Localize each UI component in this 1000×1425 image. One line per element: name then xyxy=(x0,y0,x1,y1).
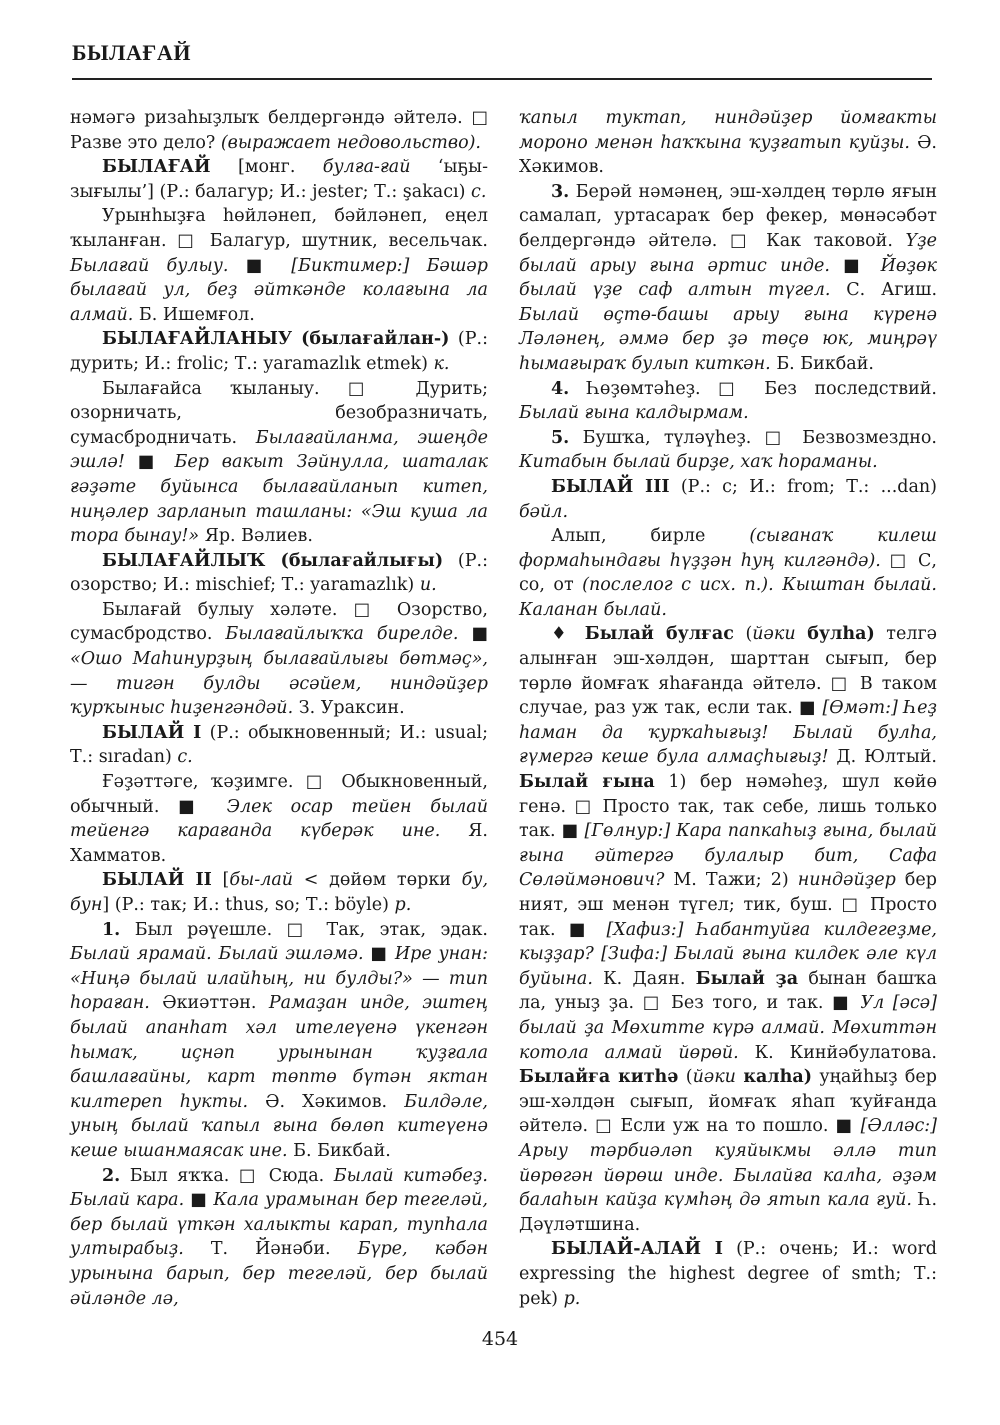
italic-text: Йөҙөк былай үҙе саф алтын түгел. xyxy=(519,255,937,301)
text-run: Былағайса ҡыланыу. □ Дурить; озорничать, безобразничать, сумасбродничать. xyxy=(70,378,488,448)
dictionary-paragraph xyxy=(70,868,488,917)
text-run: Алып, бирле xyxy=(551,526,750,547)
page-number: 454 xyxy=(481,1328,519,1350)
text-run: ■ xyxy=(184,1190,214,1211)
text-run: бынан башҡа ла, уныҙ ҙа. □ Без того, и так. ■ xyxy=(519,968,937,1014)
dictionary-paragraph xyxy=(70,770,488,868)
text-run: Б. Бикбай. xyxy=(770,353,874,374)
text-run: ■ xyxy=(124,452,175,473)
italic-text: к. xyxy=(433,353,450,374)
text-run: Д. Юлтый. xyxy=(828,747,937,768)
italic-text: «Ошо Маһинурҙың былағайлығы бөтмәҫ», — тигән булды әсәйем, ниндәйҙер ҡурҡыныс һиҙенгәндәй. xyxy=(70,649,488,719)
headword: 3. xyxy=(551,181,570,202)
italic-text: Ул [әсә] былай ҙа Мөхитте күрә алмай. Мөхиттән котола алмай йөрөй. xyxy=(519,993,937,1063)
headword: БЫЛАҒАЙЛАНЫУ (былағайлан-) xyxy=(102,329,450,350)
text-run: ‘ыҕы-зығылы’] (Р.: балагур; И.: jester; Т.: şakacı) xyxy=(70,157,489,202)
italic-text: Рамаҙан инде, эштең былай апанһат хәл ителеүенә үкенгән һымаҡ, иҫнәп урынынан ҡуҙғала башлағайны, карт төптө бүтән яктан килтереп һукты. xyxy=(70,993,488,1112)
headword: 2. xyxy=(102,1165,121,1186)
right-column xyxy=(519,106,937,1311)
dictionary-paragraph xyxy=(70,377,488,549)
text-run: Был яҡҡа. □ Сюда. xyxy=(120,1165,334,1186)
italic-text: Бер вакыт Зәйнулла, шаталак ғәҙәте буйынса былағайланып китеп, ниңәлер зарланып ташланы: «Эш куша ла тора бынау!» xyxy=(70,452,488,547)
text-run: Т. Йәнәби. xyxy=(183,1239,358,1260)
italic-text: бәйл. xyxy=(519,501,569,522)
text-run: (Р.: с; И.: from; Т.: ...dan) xyxy=(669,476,937,497)
text-run: ■ xyxy=(458,624,488,645)
headword: 4. xyxy=(551,378,570,399)
headword: БЫЛАЙ II xyxy=(102,870,212,891)
dictionary-paragraph xyxy=(70,1164,488,1312)
italic-text: Былай ярамай. Былай эшләмә. xyxy=(70,944,364,965)
italic-text: (сығанаҡ килеш формаһындағы һүҙҙән һуң килгәндә). xyxy=(519,526,938,571)
text-run: Урынһыҙға һөйләнеп, бәйләнеп, еңел ҡыланған. □ Балагур, шутник, весельчак. xyxy=(70,206,488,251)
text-run: ( xyxy=(733,624,753,645)
italic-text: Бүре, кәбән урынына барып, бер тегеләй, бер былай әйләнде лә, xyxy=(70,1239,488,1309)
text-run: Ғәҙәттәге, ҡәҙимге. □ Обыкновенный, обычный. ■ xyxy=(70,772,488,817)
text-run: Былағай булыу хәләте. □ Озорство, сумасбродство. xyxy=(70,599,488,645)
text-run: ] (Р.: так; И.: thus, so; Т.: böyle) xyxy=(102,895,395,915)
text-run: уңайһыҙ бер эш-хәлдән сығып, йомғаҡ яһап ҡуйғанда әйтелә. □ Если уж на то пошло. ■ xyxy=(519,1067,937,1137)
text-run: С. Агиш. xyxy=(830,280,938,301)
italic-text: Былай өҫтө-башы арыу ғына күренә Ләләнең, әммә бер ҙә төҫө юк, миңрәү һымағыраҡ булып киткән. xyxy=(519,304,937,374)
dictionary-paragraph xyxy=(519,475,937,524)
italic-text: Былағайланма, эшеңде эшлә! xyxy=(70,427,488,473)
text-run: нәмәгә ризаһыҙлыҡ белдергәндә әйтелә. □ Разве это дело? xyxy=(70,108,488,153)
italic-text: с. xyxy=(177,747,193,768)
dictionary-paragraph xyxy=(70,155,488,204)
text-run: М. Тажи; 2) xyxy=(664,870,798,891)
text-run: (Р.: обыкновенный; И.: usual; Т.: sıradan) xyxy=(70,722,488,768)
dictionary-paragraph xyxy=(70,918,488,1164)
italic-text: Кала урамынан бер тегеләй, бер былай үткән халыкты карап, тупһала ултырабыҙ. xyxy=(70,1190,488,1260)
text-run: З. Ураксин. xyxy=(293,698,405,719)
dictionary-paragraph xyxy=(519,426,937,475)
italic-text: р. xyxy=(394,895,412,915)
headword: ♦ Былай булғас xyxy=(551,624,734,645)
text-run: Был рәүешле. □ Так, этак, эдак. xyxy=(120,919,488,940)
text-run: Ә. Хәкимов. xyxy=(519,132,937,178)
text-run: Әкиәттән. xyxy=(149,993,269,1014)
text-run: Һөҙөмтәһеҙ. □ Без последствий. xyxy=(569,378,937,399)
italic-text: Былай китәбеҙ. Былай кара. xyxy=(70,1165,489,1211)
text-run: Ә. Хәкимов. xyxy=(248,1091,405,1112)
text-run: < дөйөм төрки xyxy=(293,870,462,891)
header-rule xyxy=(72,78,932,80)
text-run: Бушҡа, түләүһеҙ. □ Безвозмездно. xyxy=(569,427,937,448)
dictionary-paragraph xyxy=(519,180,937,377)
text-run: ■ xyxy=(228,255,292,276)
headword: БЫЛАҒАЙ xyxy=(102,157,211,178)
text-run: Б. Бикбай. xyxy=(287,1140,391,1161)
text-run: Һ. Дәүләтшина. xyxy=(519,1190,938,1235)
text-run: ■ xyxy=(829,255,881,276)
italic-text: Үҙе былай арыу ғына әртис инде. xyxy=(519,230,937,276)
italic-text: (выражает недовольство). xyxy=(220,132,481,153)
italic-text: йәки xyxy=(752,624,796,645)
dictionary-paragraph xyxy=(519,524,937,622)
headword: Былай ҙа xyxy=(695,968,799,989)
italic-text: [Өмәт:] Һеҙ һаман да ҡурҡаһығыҙ! Былай булһа, ғүмергә кеше була алмаҫһығыҙ! xyxy=(519,698,938,768)
dictionary-paragraph xyxy=(519,1237,937,1311)
dictionary-paragraph xyxy=(70,106,488,155)
text-run: (Р.: очень; И.: word expressing the highest degree of smth; Т.: pek) xyxy=(519,1239,937,1309)
italic-text: булға-ғай xyxy=(322,157,411,178)
italic-text: [Гөлнур:] Кара папкаһыҙ ғына, былай ғына әйтергә булалыр бит, Сафа Сөләймәнович? xyxy=(519,821,938,891)
dictionary-paragraph xyxy=(70,204,488,327)
dictionary-paragraph xyxy=(519,622,937,1237)
dictionary-paragraph xyxy=(70,327,488,376)
italic-text: ниндәйҙер xyxy=(797,870,896,891)
italic-text: [Әлләс:] Арыу тәрбиәләп куяйыкмы әллә тип йөрөгән йөрөш инде. Былайға калһа, әҙәм балаһын кайҙа күмһәң дә ятып кала ғуй. xyxy=(519,1116,937,1211)
left-column xyxy=(70,106,488,1311)
dictionary-paragraph xyxy=(519,377,937,426)
italic-text: Былағай булыу. xyxy=(70,255,229,276)
italic-text: ҡапыл туктап, ниндәйҙер йомғакты мороно менән һаҡҡына ҡуҙғатып куйҙы. xyxy=(519,108,937,153)
text-run: (Р.: озорство; И.: mischief; Т.: yaramazlık) xyxy=(70,550,488,596)
text-run: (Р.: дурить; И.: frolic; Т.: yaramazlık etmek) xyxy=(70,329,488,374)
italic-text: Былағайлыҡҡа бирелде. xyxy=(225,624,459,645)
italic-text: Элек осар тейен былай тейенгә карағанда күберәк ине. xyxy=(70,796,488,842)
dictionary-paragraph xyxy=(70,549,488,598)
italic-text: Китабын былай бирҙе, хаҡ һораманы. xyxy=(519,452,878,473)
text-run: Б. Ишемғол. xyxy=(133,304,255,325)
text-run: Яр. Вәлиев. xyxy=(199,526,313,547)
italic-text: и. xyxy=(419,575,437,596)
headword: БЫЛАҒАЙЛЫҠ (былағайлығы) xyxy=(102,550,444,571)
italic-text: Билдәле, уның былай ҡапыл ғына бөлөп китеүенә кеше ышанмаясак ине. xyxy=(70,1091,488,1161)
italic-text: р. xyxy=(563,1288,581,1309)
headword: Былай ғына xyxy=(519,772,655,793)
headword: булһа) xyxy=(807,624,875,645)
italic-text: [Хафиз:] Һабантуйға килдегеҙме, кыҙҙар? [Зифа:] Былай ғына килдек әле күл буйына. xyxy=(519,919,937,989)
text-run: телгә алынған эш-хәлдән, шарттан сығып, бер төрлө йомғаҡ яһағанда әйтелә. □ В таком случае, раз уж так, если так. ■ xyxy=(519,624,937,719)
italic-text: (послелог с исх. п.). Кыштан былай. Каланан былай. xyxy=(519,575,937,620)
headword: БЫЛАЙ III xyxy=(551,476,670,497)
text-run: Берәй нәмәнең, эш-хәлдең төрлө яғын самалап, уртасараҡ бер фекер, мөнәсәбәт белдергәндә әйтелә. □ Как таковой. xyxy=(519,181,937,251)
headword: Былайға китһә xyxy=(519,1067,679,1088)
text-run: К. Даян. xyxy=(592,968,696,989)
headword: 1. xyxy=(102,919,121,940)
text-run: [ xyxy=(211,870,230,891)
text-run: □ С, со, от xyxy=(519,550,937,596)
text-run: [монг. xyxy=(210,157,323,178)
text-run: Я. Хамматов. xyxy=(70,821,488,866)
italic-text: [Биктимер:] Бәшәр былағай ул, беҙ әйткәнде колағына ла алмай. xyxy=(70,255,488,325)
italic-text: йәки xyxy=(692,1067,736,1088)
text-run xyxy=(796,624,808,644)
italic-text: Былай ғына калдырмам. xyxy=(519,403,749,424)
dictionary-paragraph xyxy=(70,598,488,721)
italic-text: с. xyxy=(471,181,487,202)
running-header xyxy=(72,40,932,66)
dictionary-paragraph xyxy=(70,721,488,770)
text-run: ( xyxy=(678,1067,693,1088)
italic-text: бу, бун xyxy=(70,870,489,915)
headword: калһа) xyxy=(743,1067,812,1088)
headword: 5. xyxy=(551,427,570,448)
headword: БЫЛАЙ I xyxy=(102,722,202,743)
text-run: 1) бер нәмәһеҙ, шул көйө генә. □ Просто так, так себе, лишь только так. ■ xyxy=(519,772,937,842)
italic-text: бы-лай xyxy=(229,870,294,891)
italic-text: Ире унан: «Ниңә былай илайһың, ни булды?» — тип һораған. xyxy=(70,944,488,1014)
headword: БЫЛАЙ-АЛАЙ I xyxy=(551,1239,723,1260)
text-run: К. Кинйәбулатова. xyxy=(738,1042,937,1063)
text-run: бер ният, эш менән түгел; тик, буш. □ Просто так. ■ xyxy=(519,870,937,940)
dictionary-paragraph xyxy=(519,106,937,180)
header-title: БЫЛАҒАЙ xyxy=(72,40,191,65)
text-run: ■ xyxy=(363,944,395,965)
